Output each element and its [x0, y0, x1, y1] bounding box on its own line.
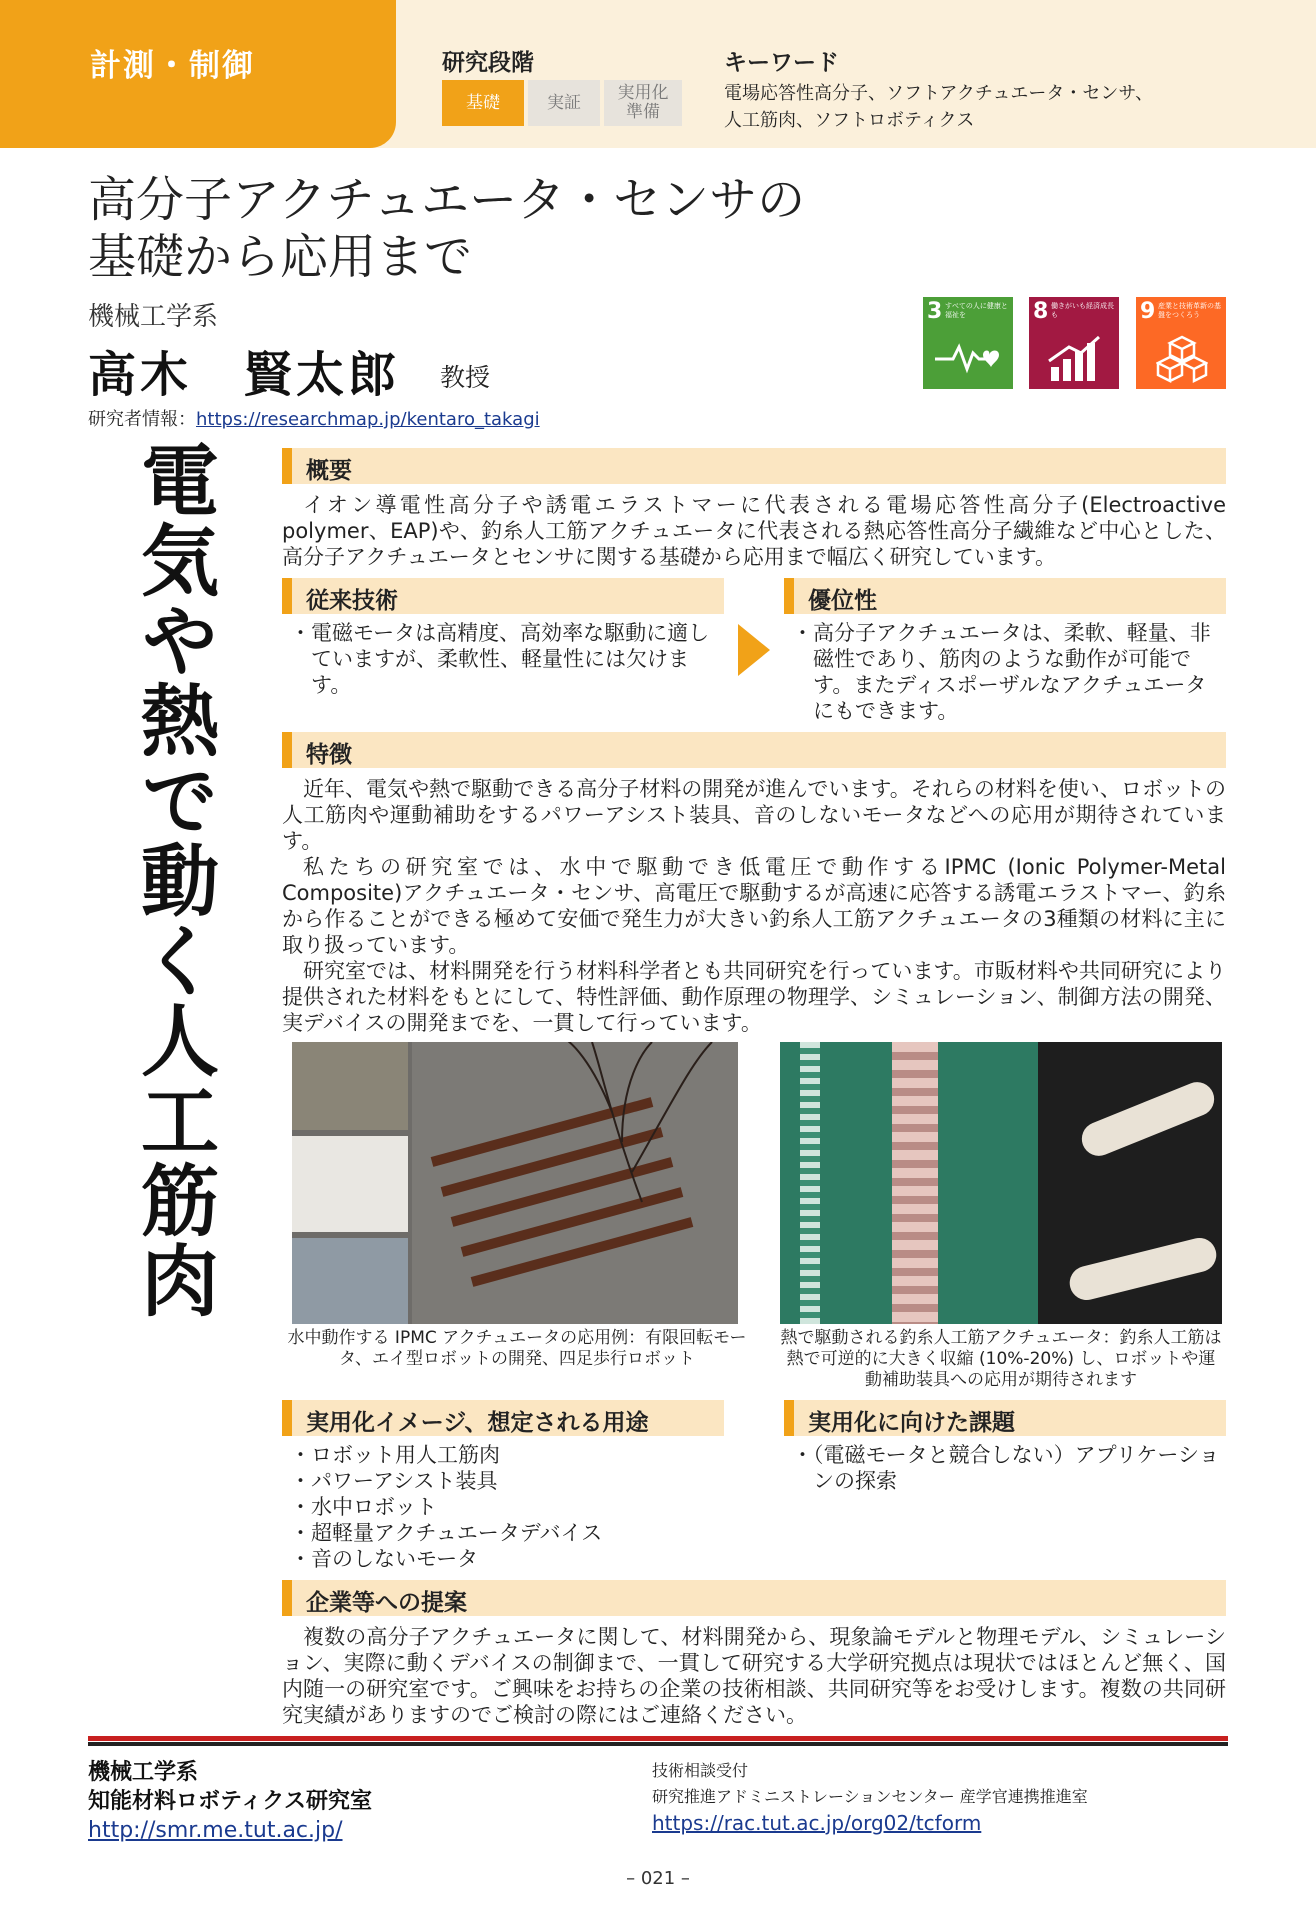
- artificial-finger: [1066, 1234, 1220, 1303]
- robot-photo: [292, 1238, 408, 1324]
- list-item: ・高分子アクチュエータは、柔軟、軽量、非磁性であり、筋肉のような動作が可能です。またディスポーザルなアクチュエータにもできます。: [792, 621, 1211, 723]
- footer-lab-name: 知能材料ロボティクス研究室: [88, 1789, 373, 1814]
- arrow-right-icon: [738, 624, 770, 676]
- keyword-line: 人工筋肉、ソフトロボティクス: [724, 110, 975, 131]
- list-item: ・水中ロボット: [290, 1495, 437, 1519]
- conventional-heading: [282, 578, 724, 614]
- footer-divider-black: [88, 1742, 1228, 1746]
- list-item: ・超軽量アクチュエータデバイス: [290, 1521, 603, 1545]
- footer-divider-red: [88, 1736, 1228, 1741]
- braided-strand: [892, 1042, 938, 1324]
- title-line-2: 基礎から応用まで: [88, 229, 473, 285]
- list-item: ・（電磁モータと競合しない）アプリケーションの探索: [792, 1443, 1220, 1493]
- researcher-info: [88, 405, 540, 431]
- category-label: 計測・制御: [90, 48, 255, 84]
- center-name: 研究推進アドミニストレーションセンター 産学官連携推進室: [652, 1787, 1088, 1806]
- finger-photo: [1038, 1042, 1222, 1324]
- overview-heading-label: 概要: [306, 458, 352, 484]
- lab-info: [88, 1758, 372, 1845]
- proposal-heading: [282, 1580, 1226, 1616]
- sdg-text: 産業と技術革新の基盤をつくろう: [1158, 302, 1221, 319]
- coil-strand: [800, 1042, 820, 1324]
- vertical-title: 電気や熱で動く人工筋肉: [128, 440, 219, 1320]
- list-item: ・ロボット用人工筋肉: [290, 1443, 500, 1467]
- keyword-heading: キーワード: [724, 50, 839, 76]
- overview-paragraph: イオン導電性高分子や誘電エラストマーに代表される電場応答性高分子(Electroactive polymer、EAP)や、釣糸人工筋アクチュエータに代表される熱応答性高分子繊維など中心とした、高分子アクチュエータとセンサに関する基礎から応用まで幅広く研究しています。: [282, 493, 1226, 569]
- right-image-caption: 熱で駆動される釣糸人工筋アクチュエータ：釣糸人工筋は熱で可逆的に大きく収縮 (10%-20%) し、ロボットや運動補助装具への応用が期待されます: [780, 1328, 1222, 1390]
- sdg-number: 9: [1140, 299, 1156, 324]
- beaker-photo: [292, 1042, 408, 1130]
- features-text: [282, 776, 1226, 1036]
- category-tab: [0, 0, 396, 148]
- stage-preparation: 実用化 準備: [604, 80, 682, 126]
- sdg-3-tile: [923, 297, 1013, 389]
- researcher-name: 高木 賢太郎: [88, 347, 401, 403]
- lab-website-link[interactable]: http://smr.me.tut.ac.jp/: [88, 1818, 343, 1843]
- consultation-info: [652, 1758, 1088, 1838]
- conventional-heading-label: 従来技術: [306, 588, 398, 614]
- advantage-heading-label: 優位性: [808, 588, 877, 614]
- applications-heading-label: 実用化イメージ、想定される用途: [306, 1410, 649, 1436]
- fishing-line-photo: [780, 1042, 1222, 1324]
- page-title: [88, 172, 805, 286]
- challenges-heading-label: 実用化に向けた課題: [808, 1410, 1015, 1436]
- heartbeat-icon: [933, 339, 1003, 375]
- list-item: ・音のしないモータ: [290, 1547, 479, 1571]
- title-line-1: 高分子アクチュエータ・センサの: [88, 172, 806, 228]
- overview-heading: [282, 448, 1226, 484]
- features-paragraph: 研究室では、材料開発を行う材料科学者とも共同研究を行っています。市販材料や共同研究により提供された材料をもとにして、特性評価、動作原理の物理学、シミュレーション、制御方法の開発、実デバイスの開発までを、一貫して行っています。: [282, 959, 1226, 1035]
- keyword-list: [724, 80, 1153, 134]
- conventional-list: [290, 620, 728, 698]
- challenges-list: [792, 1442, 1226, 1494]
- sdg-8-tile: [1029, 297, 1119, 389]
- department: 機械工学系: [88, 302, 219, 332]
- features-paragraph: 私たちの研究室では、水中で駆動でき低電圧で動作するIPMC (Ionic Polymer-Metal Composite)アクチュエータ・センサ、高電圧で駆動するが高速に応答する誘電エラストマー、釣糸から作ることができる極めて安価で発生力が大きい釣糸人工筋アクチュエータの3種類の材料に主に取り扱っています。: [282, 855, 1226, 957]
- info-label: 研究者情報：: [88, 409, 196, 430]
- cubes-icon: [1156, 335, 1208, 385]
- stage-heading: 研究段階: [442, 50, 534, 76]
- proposal-paragraph: 複数の高分子アクチュエータに関して、材料開発から、現象論モデルと物理モデル、シミュレーション、実際に動くデバイスの制御まで、一貫して研究する大学研究拠点は現状ではほとんど無く、国内随一の研究室です。ご興味をお持ちの企業の技術相談、共同研究等をお受けします。複数の共同研究実績がありますのでご検討の際にはご連絡ください。: [282, 1625, 1226, 1727]
- stage-indicator: [442, 80, 692, 126]
- features-heading-label: 特徴: [306, 742, 352, 768]
- applications-list: [290, 1442, 728, 1572]
- graph-thumbnails: [292, 1136, 408, 1232]
- challenges-heading: [784, 1400, 1226, 1436]
- growth-chart-icon: [1047, 335, 1103, 383]
- sdg-text: 働きがいも経済成長も: [1051, 302, 1114, 319]
- researcher-rank: 教授: [440, 363, 491, 392]
- sdg-text: すべての人に健康と福祉を: [945, 302, 1008, 319]
- keyword-line: 電場応答性高分子、ソフトアクチュエータ・センサ、: [724, 83, 1154, 104]
- stage-basic: 基礎: [442, 80, 524, 126]
- left-image-caption: 水中動作する IPMC アクチュエータの応用例：有限回転モータ、エイ型ロボットの開発、四足歩行ロボット: [287, 1328, 747, 1369]
- sdg-9-tile: [1136, 297, 1226, 389]
- sdg-number: 8: [1033, 299, 1049, 324]
- features-heading: [282, 732, 1226, 768]
- researchmap-link[interactable]: https://researchmap.jp/kentaro_takagi: [196, 409, 540, 430]
- sdg-number: 3: [927, 299, 943, 324]
- advantage-heading: [784, 578, 1226, 614]
- list-item: ・パワーアシスト装具: [290, 1469, 498, 1493]
- list-item: ・電磁モータは高精度、高効率な駆動に適していますが、柔軟性、軽量性には欠けます。: [290, 621, 710, 697]
- stage-demonstration: 実証: [528, 80, 600, 126]
- ipmc-strips-illustration: [412, 1042, 738, 1324]
- artificial-finger: [1077, 1077, 1220, 1161]
- consultation-form-link[interactable]: https://rac.tut.ac.jp/org02/tcform: [652, 1811, 982, 1835]
- overview-text: [282, 492, 1226, 570]
- consultation-label: 技術相談受付: [652, 1761, 749, 1780]
- ipmc-photo: [292, 1042, 738, 1324]
- advantage-list: [792, 620, 1226, 724]
- features-paragraph: 近年、電気や熱で駆動できる高分子材料の開発が進んでいます。それらの材料を使い、ロボットの人工筋肉や運動補助をするパワーアシスト装具、音のしないモータなどへの応用が期待されています。: [282, 777, 1226, 853]
- footer-department: 機械工学系: [88, 1760, 199, 1785]
- applications-heading: [282, 1400, 724, 1436]
- page-number: – 021 –: [626, 1868, 690, 1889]
- proposal-text: [282, 1624, 1226, 1728]
- proposal-heading-label: 企業等への提案: [306, 1590, 467, 1616]
